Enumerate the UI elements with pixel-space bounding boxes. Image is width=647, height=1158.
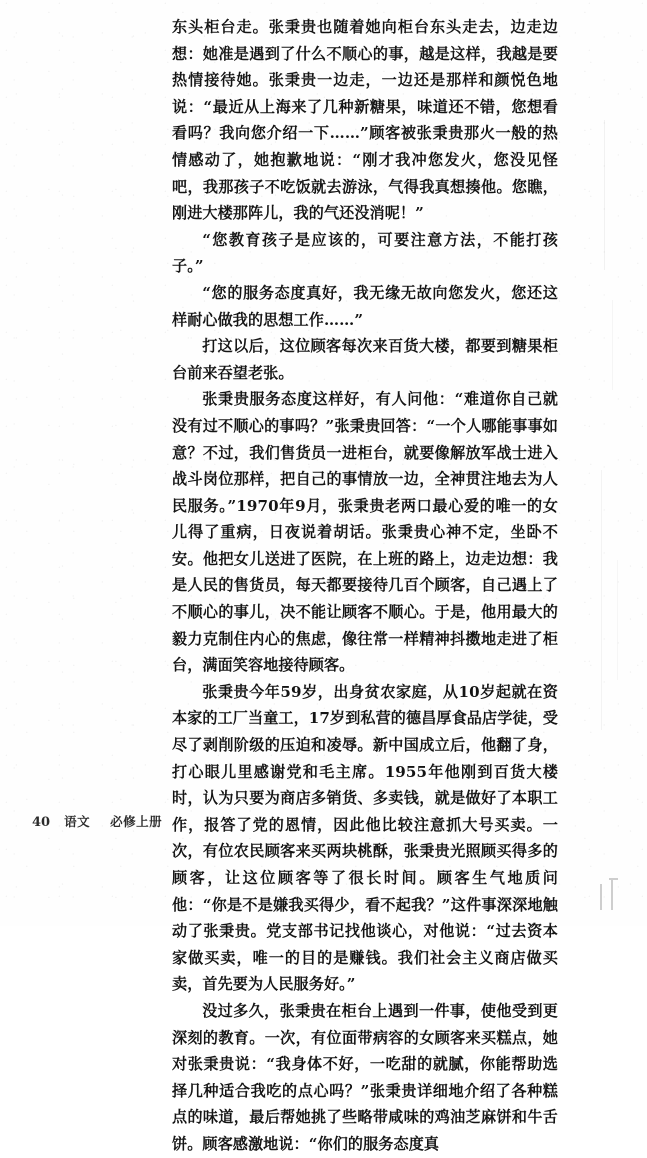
- book-title: 语文: [64, 814, 91, 829]
- page-footer: [32, 812, 162, 830]
- paragraph: 没过多久，张秉贵在柜台上遇到一件事，使他受到更深刻的教育。一次，有位面带病容的女顾客来买糕点，她对张秉贵说：“我身体不好，一吃甜的就腻，你能帮助选择几种适合我吃的点心吗？”张秉贵详细地介绍了各种糕点的味道，最后帮她挑了些略带咸味的鸡油芝麻饼和牛舌饼。顾客感激地说：“你们的服务态度真: [172, 1001, 558, 1153]
- scan-streak: [601, 470, 602, 730]
- scan-streak: [617, 560, 618, 680]
- scan-corner-mark-icon: [598, 878, 626, 912]
- scan-streak: [604, 120, 605, 270]
- paragraph: 打这以后，这位顾客每次来百货大楼，都要到糖果柜台前来吞望老张。: [172, 337, 558, 382]
- paragraph: “您教育孩子是应该的，可要注意方法，不能打孩子。”: [172, 230, 558, 276]
- page-number: 40: [32, 815, 51, 830]
- paragraph: 张秉贵今年59岁，出身贫农家庭，从10岁起就在资本家的工厂当童工，17岁到私营的德昌厚食品店学徒，受尽了剥削阶级的压迫和凌辱。新中国成立后，他翻了身，打心眼儿里感谢党和毛主席。1955年他刚到百货大楼时，认为只要为商店多销货、多卖钱，就是做好了本职工作，报答了党的恩情，因此他比较注意抓大号买卖。一次，有位农民顾客来买两块桃酥，张秉贵光照顾买得多的顾客，让这位顾客等了很长时间。顾客生气地质问他：“你是不是嫌我买得少，看不起我？”这件事深深地触动了张秉贵。党支部书记找他谈心，对他说：“过去资本家做买卖，唯一的目的是赚钱。我们社会主义商店做买卖，首先要为人民服务好。”: [172, 682, 558, 994]
- scan-streak: [612, 300, 613, 390]
- paragraph: 张秉贵服务态度这样好，有人问他：“难道你自己就没有过不顺心的事吗？”张秉贵回答：“一个人哪能事事如意？不过，我们售货员一进柜台，就要像解放军战士进入战斗岗位那样，把自己的事情放一边，全神贯注地去为人民服务。”1970年9月，张秉贵老两口最心爱的唯一的女儿得了重病，日夜说着胡话。张秉贵心神不定，坐卧不安。他把女儿送进了医院，在上班的路上，边走边想：我是人民的售货员，每天都要接待几百个顾客，自己遇上了不顺心的事儿，决不能让顾客不顺心。于是，他用最大的毅力克制住内心的焦虑，像往常一样精神抖擞地走进了柜台，满面笑容地接待顾客。: [172, 390, 558, 675]
- body-text-column: [172, 14, 558, 1158]
- paragraph: 东头柜台走。张秉贵也随着她向柜台东头走去，边走边想：她准是遇到了什么不顺心的事，越是这样，我越是要热情接待她。张秉贵一边走，一边还是那样和颜悦色地说：“最近从上海来了几种新糖果，味道还不错，您想看看吗？我向您介绍一下……”顾客被张秉贵那火一般的热情感动了，她抱歉地说：“刚才我冲您发火，您没见怪吧，我那孩子不吃饭就去游泳，气得我真想揍他。您瞧，刚进大楼那阵儿，我的气还没消呢！”: [172, 18, 558, 223]
- book-volume: 必修上册: [110, 814, 163, 829]
- paragraph: “您的服务态度真好，我无缘无故向您发火，您还这样耐心做我的思想工作……”: [172, 283, 558, 329]
